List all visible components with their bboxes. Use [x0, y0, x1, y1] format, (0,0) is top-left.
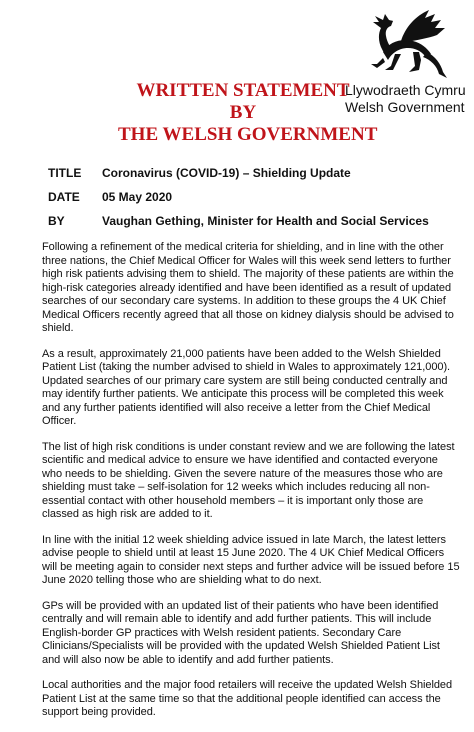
- body-paragraph: GPs will be provided with an updated list of their patients who have been identified centrally and will remain able to identify and add further patients. This will include English-border GP practices with Welsh resident patients. Secondary Care Clinicians/Specialists will be provided with the updated Welsh Shielded Patient List and will also now be able to identify and add further patients.: [42, 599, 440, 666]
- meta-key: BY: [48, 214, 65, 228]
- heading-line-1: WRITTEN STATEMENT: [136, 80, 350, 101]
- gov-name-english: Welsh Government: [345, 99, 465, 115]
- meta-row-by: [48, 214, 458, 238]
- body-paragraph: As a result, approximately 21,000 patients have been added to the Welsh Shielded Patient List (taking the number advised to shield in Wales to approximately 121,000). Updated searches of our primary care system are still being conducted centrally and may identify further patients. We anticipate this process will be completed this week and any further patients identified will also receive a letter from the Chief Medical Officer.: [42, 347, 451, 427]
- body-paragraph: Local authorities and the major food retailers will receive the updated Welsh Shielded Patient List at the same time so that the additional people identified can access the support being provided.: [42, 679, 453, 718]
- statement-body: [42, 241, 460, 732]
- body-paragraph: The list of high risk conditions is under constant review and we are following the latest scientific and medical advice to ensure we have identified and contacted everyone who needs to be shielding. Given the severe nature of the measures those who are shielding must take – self-isolation for 12 weeks which includes reducing all non-essential contact with other household members – it is important only those are classed as high risk are added to it.: [42, 440, 455, 520]
- meta-key: DATE: [48, 190, 80, 204]
- gov-name-welsh: Llywodraeth Cymru: [345, 82, 466, 98]
- meta-row-title: [48, 166, 458, 190]
- statement-meta: [48, 166, 458, 238]
- body-paragraph: In line with the initial 12 week shielding advice issued in late March, the latest letters advise people to shield until at least 15 June 2020. The 4 UK Chief Medical Officers will be meeting again to consider next steps and further advice will be issued before 15 June 2020 telling those who are shielding what to do next.: [42, 533, 460, 586]
- meta-key: TITLE: [48, 166, 82, 180]
- meta-value: Coronavirus (COVID-19) – Shielding Update: [102, 166, 351, 180]
- meta-value: Vaughan Gething, Minister for Health and Social Services: [102, 214, 429, 228]
- heading-line-2: BY: [229, 102, 257, 123]
- heading-line-3: THE WELSH GOVERNMENT: [118, 124, 378, 145]
- meta-row-date: [48, 190, 458, 214]
- welsh-dragon-icon: [361, 8, 451, 80]
- meta-value: 05 May 2020: [102, 190, 173, 204]
- statement-heading: [118, 80, 378, 146]
- body-paragraph: Following a refinement of the medical criteria for shielding, and in line with the other three nations, the Chief Medical Officer for Wales will this week send letters to further high risk patients advising them to shield. The majority of these patients are within the high-risk categories already identified and have been identified as a result of updated searches of our secondary care systems. In addition to these groups the 4 UK Chief Medical Officers recently agreed that all those on kidney dialysis should be advised to shield.: [42, 241, 454, 334]
